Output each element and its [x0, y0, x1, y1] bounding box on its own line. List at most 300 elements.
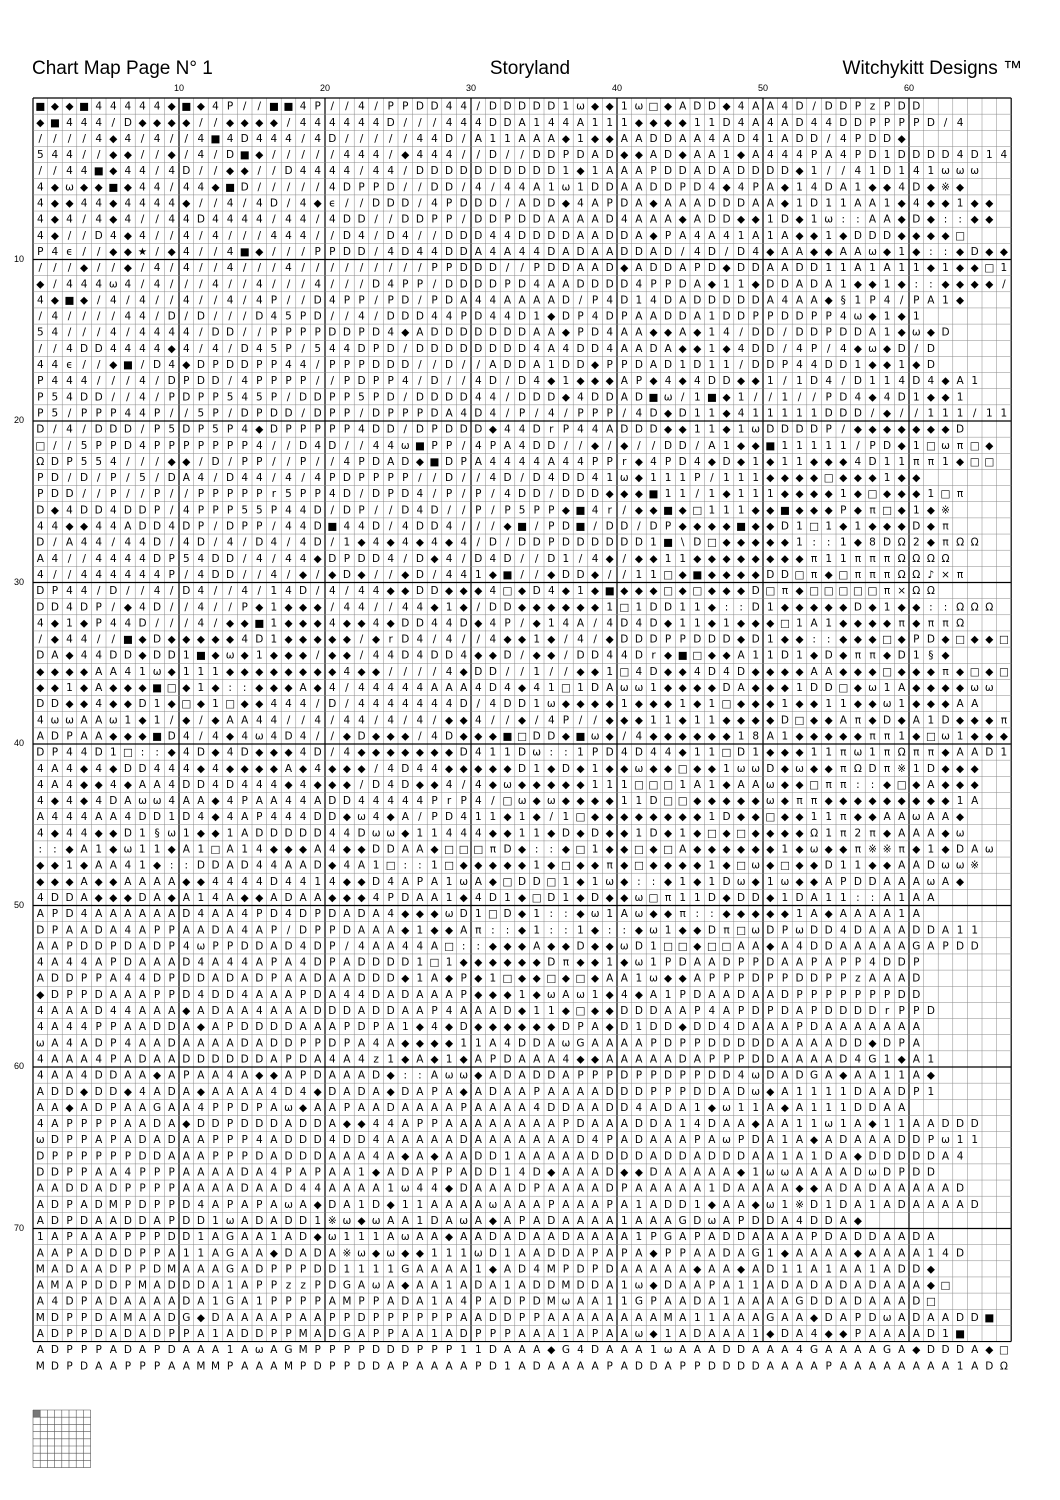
stitch-symbol: A: [620, 326, 628, 339]
stitch-symbol: ◆: [138, 714, 147, 727]
stitch-symbol: 1: [752, 1101, 760, 1114]
stitch-symbol: A: [693, 1166, 701, 1179]
stitch-symbol: G: [576, 1037, 585, 1050]
stitch-symbol: D: [722, 213, 731, 226]
stitch-symbol: 4: [401, 601, 409, 614]
stitch-symbol: D: [751, 1134, 760, 1147]
stitch-symbol: 1: [796, 908, 803, 921]
stitch-symbol: ◆: [561, 1005, 570, 1017]
stitch-symbol: 4: [109, 294, 117, 307]
stitch-symbol: /: [199, 165, 203, 178]
stitch-symbol: ◆: [751, 698, 760, 711]
stitch-symbol: ω: [546, 988, 556, 1001]
stitch-symbol: ◆: [459, 585, 468, 598]
stitch-symbol: 1: [533, 859, 541, 872]
stitch-symbol: 1: [927, 843, 935, 856]
stitch-symbol: D: [240, 342, 249, 355]
stitch-symbol: ◆: [488, 875, 497, 888]
stitch-symbol: ◆: [65, 698, 74, 711]
stitch-symbol: D: [342, 246, 351, 258]
stitch-symbol: 4: [168, 165, 176, 178]
stitch-symbol: ◆: [372, 1166, 381, 1179]
stitch-symbol: A: [138, 988, 147, 1001]
stitch-symbol: P: [285, 1311, 292, 1324]
stitch-symbol: 1: [650, 472, 657, 485]
stitch-symbol: ◆: [926, 665, 935, 678]
stitch-symbol: ◆: [897, 714, 906, 727]
stitch-symbol: π: [883, 569, 891, 581]
stitch-symbol: D: [839, 359, 848, 371]
stitch-symbol: ◆: [50, 294, 59, 307]
stitch-symbol: 1: [883, 1069, 891, 1082]
stitch-symbol: 4: [504, 229, 511, 242]
stitch-symbol: P: [95, 1118, 102, 1131]
stitch-symbol: A: [722, 1215, 731, 1227]
stitch-symbol: 4: [270, 859, 278, 872]
stitch-symbol: A: [474, 132, 482, 145]
stitch-symbol: D: [386, 342, 395, 355]
stitch-symbol: P: [80, 1279, 88, 1292]
stitch-symbol: P: [80, 1344, 88, 1357]
stitch-symbol: P: [913, 1085, 920, 1098]
stitch-symbol: P: [416, 1118, 424, 1131]
stitch-symbol: ◆: [518, 940, 527, 953]
stitch-symbol: D: [737, 1085, 746, 1098]
stitch-symbol: A: [138, 956, 147, 969]
stitch-symbol: D: [386, 972, 395, 985]
stitch-symbol: 1: [912, 262, 920, 275]
stitch-symbol: ω: [882, 1311, 892, 1324]
stitch-symbol: 1: [182, 649, 190, 662]
stitch-symbol: /: [286, 391, 291, 404]
stitch-symbol: /: [432, 569, 437, 581]
stitch-symbol: ◆: [810, 504, 819, 517]
stitch-symbol: /: [96, 633, 101, 646]
stitch-symbol: :: [491, 924, 495, 937]
stitch-symbol: 4: [328, 585, 336, 598]
stitch-symbol: 4: [328, 294, 336, 307]
stitch-symbol: ◆: [459, 665, 468, 678]
stitch-symbol: A: [489, 1101, 497, 1114]
stitch-symbol: ※: [941, 181, 950, 194]
stitch-symbol: D: [926, 1344, 935, 1357]
stitch-symbol: D: [50, 988, 59, 1001]
stitch-symbol: ■: [122, 633, 133, 646]
stitch-symbol: D: [664, 601, 673, 614]
stitch-symbol: A: [781, 1053, 789, 1066]
stitch-symbol: /: [126, 326, 130, 339]
stitch-symbol: ◆: [386, 617, 395, 630]
stitch-symbol: ◆: [956, 262, 965, 275]
stitch-symbol: D: [226, 988, 235, 1001]
stitch-symbol: ◆: [372, 1247, 381, 1260]
stitch-symbol: /: [359, 197, 364, 210]
stitch-symbol: /: [359, 407, 364, 420]
stitch-symbol: D: [50, 1215, 59, 1227]
stitch-symbol: P: [66, 1328, 73, 1340]
stitch-symbol: ◆: [766, 504, 775, 517]
stitch-symbol: A: [708, 1247, 716, 1260]
stitch-symbol: A: [284, 956, 293, 969]
stitch-symbol: D: [722, 294, 731, 307]
stitch-symbol: A: [737, 778, 745, 791]
stitch-symbol: ◆: [532, 601, 541, 614]
stitch-symbol: ■: [779, 504, 790, 517]
stitch-symbol: P: [402, 472, 409, 485]
stitch-symbol: D: [50, 488, 59, 501]
stitch-symbol: 4: [255, 472, 263, 485]
stitch-symbol: 1: [197, 665, 205, 678]
stitch-symbol: 4: [474, 892, 482, 904]
stitch-symbol: 4: [810, 1328, 818, 1340]
stitch-symbol: /: [213, 585, 218, 598]
stitch-symbol: 4: [343, 455, 351, 468]
stitch-symbol: A: [898, 1295, 906, 1308]
stitch-symbol: A: [971, 746, 979, 759]
stitch-symbol: A: [766, 1295, 774, 1308]
stitch-symbol: D: [707, 892, 716, 904]
stitch-symbol: 1: [854, 859, 862, 872]
stitch-symbol: □: [779, 617, 790, 630]
stitch-symbol: 1: [358, 1198, 365, 1211]
stitch-symbol: 4: [95, 278, 103, 291]
stitch-symbol: /: [213, 246, 218, 258]
stitch-symbol: A: [562, 988, 570, 1001]
stitch-symbol: D: [313, 827, 322, 840]
stitch-symbol: D: [956, 1344, 965, 1357]
stitch-symbol: P: [942, 940, 949, 953]
stitch-symbol: P: [226, 423, 234, 436]
stitch-symbol: ◆: [751, 520, 760, 533]
stitch-symbol: ■: [575, 504, 586, 517]
stitch-symbol: 4: [431, 310, 438, 323]
stitch-symbol: 4: [504, 310, 511, 323]
stitch-symbol: ◆: [518, 1021, 527, 1034]
stitch-symbol: ◆: [737, 633, 746, 646]
stitch-symbol: D: [664, 1021, 673, 1034]
stitch-symbol: D: [547, 262, 556, 275]
stitch-symbol: A: [65, 1053, 74, 1066]
stitch-symbol: D: [123, 762, 132, 775]
stitch-symbol: ◆: [649, 762, 658, 775]
stitch-symbol: A: [825, 149, 833, 162]
stitch-symbol: D: [415, 310, 424, 323]
stitch-symbol: ◆: [795, 859, 804, 872]
stitch-symbol: 1: [912, 310, 920, 323]
stitch-symbol: :: [739, 601, 743, 614]
stitch-symbol: ■: [122, 359, 133, 371]
stitch-symbol: /: [374, 504, 378, 517]
stitch-symbol: 4: [460, 649, 468, 662]
stitch-symbol: P: [343, 359, 351, 371]
stitch-symbol: M: [546, 1263, 556, 1276]
stitch-symbol: D: [299, 1215, 308, 1227]
stitch-symbol: 4: [591, 310, 599, 323]
stitch-symbol: A: [752, 940, 760, 953]
stitch-symbol: □: [706, 940, 717, 953]
stitch-symbol: /: [199, 714, 203, 727]
stitch-symbol: A: [722, 1085, 731, 1098]
stitch-symbol: A: [927, 1198, 935, 1211]
stitch-symbol: D: [167, 730, 176, 743]
stitch-symbol: 4: [854, 1053, 862, 1066]
stitch-symbol: A: [825, 1182, 833, 1195]
stitch-symbol: ◆: [328, 859, 337, 872]
stitch-symbol: /: [126, 375, 130, 388]
stitch-symbol: 5: [80, 439, 88, 452]
stitch-symbol: ◆: [664, 617, 673, 630]
stitch-symbol: A: [109, 665, 117, 678]
stitch-symbol: A: [51, 1005, 59, 1017]
stitch-symbol: ◆: [912, 423, 921, 436]
pattern-name: Storyland: [489, 58, 571, 79]
stitch-symbol: /: [111, 633, 116, 646]
stitch-symbol: P: [343, 1037, 351, 1050]
stitch-symbol: □: [925, 439, 936, 452]
stitch-symbol: ■: [414, 439, 425, 452]
stitch-symbol: D: [853, 1295, 862, 1308]
stitch-symbol: □: [575, 843, 586, 856]
stitch-symbol: D: [503, 342, 512, 355]
stitch-symbol: D: [211, 455, 220, 468]
stitch-symbol: A: [518, 1069, 526, 1082]
stitch-symbol: A: [138, 1118, 147, 1131]
stitch-symbol: D: [401, 988, 410, 1001]
stitch-symbol: A: [138, 1037, 147, 1050]
stitch-symbol: D: [459, 262, 468, 275]
stitch-symbol: 1: [620, 795, 628, 808]
stitch-symbol: /: [169, 407, 174, 420]
stitch-symbol: ◆: [620, 843, 629, 856]
stitch-symbol: 4: [182, 326, 190, 339]
stitch-symbol: 1: [562, 875, 570, 888]
stitch-symbol: 4: [737, 1069, 745, 1082]
stitch-symbol: 1: [650, 940, 657, 953]
stitch-symbol: D: [109, 1247, 118, 1260]
stitch-symbol: 4: [212, 342, 219, 355]
stitch-symbol: ◆: [284, 843, 293, 856]
stitch-symbol: A: [883, 1295, 891, 1308]
stitch-symbol: G: [664, 1231, 673, 1244]
stitch-symbol: ω: [108, 714, 118, 727]
stitch-symbol: P: [591, 455, 599, 468]
stitch-symbol: ◆: [357, 843, 366, 856]
stitch-symbol: D: [853, 601, 862, 614]
stitch-symbol: 1: [635, 1198, 643, 1211]
stitch-symbol: A: [138, 940, 147, 953]
stitch-symbol: 4: [255, 843, 263, 856]
stitch-symbol: ◆: [693, 843, 702, 856]
stitch-symbol: /: [286, 246, 291, 258]
stitch-symbol: P: [825, 326, 832, 339]
stitch-symbol: ◆: [970, 714, 979, 727]
stitch-symbol: ■: [152, 682, 163, 694]
stitch-symbol: A: [80, 1198, 88, 1211]
stitch-symbol: D: [722, 1037, 731, 1050]
stitch-symbol: A: [460, 924, 468, 937]
stitch-symbol: ω: [400, 1231, 410, 1244]
stitch-symbol: A: [883, 1247, 891, 1260]
stitch-symbol: A: [839, 1344, 847, 1357]
stitch-symbol: ◆: [795, 552, 804, 565]
stitch-symbol: P: [621, 310, 628, 323]
stitch-symbol: P: [270, 972, 278, 985]
stitch-symbol: /: [695, 439, 700, 452]
stitch-symbol: 4: [66, 1037, 73, 1050]
stitch-symbol: 1: [971, 1134, 979, 1147]
stitch-symbol: D: [576, 359, 585, 371]
stitch-symbol: 4: [109, 455, 117, 468]
stitch-symbol: P: [635, 375, 643, 388]
stitch-symbol: /: [272, 552, 276, 565]
stitch-symbol: 4: [66, 391, 73, 404]
stitch-symbol: ◆: [897, 488, 906, 501]
stitch-symbol: ■: [736, 520, 747, 533]
stitch-symbol: D: [240, 1101, 249, 1114]
stitch-symbol: D: [576, 940, 585, 953]
stitch-symbol: /: [578, 439, 583, 452]
stitch-symbol: /: [213, 262, 218, 275]
stitch-symbol: D: [342, 488, 351, 501]
stitch-symbol: ◆: [956, 294, 965, 307]
stitch-symbol: A: [445, 1295, 453, 1308]
stitch-symbol: D: [94, 1247, 103, 1260]
stitch-symbol: ◆: [80, 294, 89, 307]
stitch-symbol: 5: [358, 391, 365, 404]
stitch-symbol: ω: [634, 762, 644, 775]
stitch-symbol: 1: [533, 1005, 541, 1017]
stitch-symbol: 4: [431, 617, 438, 630]
stitch-symbol: □: [502, 585, 513, 598]
stitch-symbol: 4: [80, 197, 88, 210]
stitch-symbol: ◆: [591, 439, 600, 452]
stitch-symbol: P: [212, 407, 219, 420]
stitch-symbol: ◆: [839, 617, 848, 630]
stitch-symbol: A: [708, 1328, 716, 1340]
stitch-symbol: □: [444, 843, 455, 856]
stitch-symbol: A: [839, 1215, 847, 1227]
stitch-symbol: π: [913, 746, 920, 759]
stitch-symbol: A: [912, 875, 920, 888]
stitch-symbol: D: [897, 1263, 906, 1276]
stitch-symbol: ω: [254, 730, 264, 743]
stitch-symbol: ω: [35, 1134, 45, 1147]
stitch-symbol: ◆: [591, 940, 600, 953]
stitch-symbol: ◆: [678, 1021, 687, 1034]
stitch-symbol: A: [693, 197, 701, 210]
stitch-symbol: P: [343, 1021, 351, 1034]
stitch-symbol: A: [693, 1150, 701, 1163]
stitch-symbol: A: [65, 1069, 74, 1082]
stitch-symbol: ◆: [693, 552, 702, 565]
stitch-symbol: 4: [460, 811, 468, 824]
stitch-symbol: D: [226, 569, 235, 581]
stitch-symbol: D: [751, 633, 760, 646]
stitch-symbol: ◆: [620, 811, 629, 824]
stitch-symbol: A: [299, 1166, 307, 1179]
stitch-symbol: ◆: [561, 795, 570, 808]
stitch-symbol: P: [153, 1344, 161, 1357]
stitch-symbol: ◆: [751, 875, 760, 888]
stitch-symbol: □: [458, 843, 469, 856]
stitch-symbol: A: [649, 1198, 658, 1211]
stitch-symbol: P: [139, 1263, 146, 1276]
stitch-symbol: ■: [79, 100, 90, 113]
stitch-symbol: D: [255, 972, 264, 985]
stitch-symbol: D: [328, 698, 337, 711]
stitch-symbol: 1: [825, 1198, 833, 1211]
stitch-symbol: D: [109, 795, 118, 808]
stitch-symbol: 4: [182, 536, 190, 549]
stitch-symbol: 1: [650, 569, 657, 581]
stitch-symbol: /: [199, 294, 203, 307]
stitch-symbol: D: [226, 778, 235, 791]
stitch-symbol: D: [138, 617, 147, 630]
stitch-symbol: D: [240, 1166, 249, 1179]
stitch-symbol: A: [372, 924, 380, 937]
stitch-symbol: ◆: [357, 875, 366, 888]
stitch-symbol: A: [226, 1037, 234, 1050]
stitch-symbol: A: [927, 940, 935, 953]
stitch-symbol: /: [228, 310, 232, 323]
stitch-symbol: A: [387, 1134, 395, 1147]
stitch-symbol: 1: [372, 859, 380, 872]
stitch-symbol: ◆: [985, 439, 994, 452]
stitch-symbol: /: [169, 536, 174, 549]
stitch-symbol: 4: [956, 149, 964, 162]
stitch-symbol: ◆: [839, 472, 848, 485]
stitch-symbol: D: [342, 795, 351, 808]
stitch-symbol: /: [67, 472, 72, 485]
stitch-symbol: 4: [255, 875, 263, 888]
stitch-symbol: D: [634, 633, 643, 646]
stitch-symbol: M: [298, 1344, 308, 1357]
stitch-symbol: ※: [970, 859, 980, 872]
stitch-symbol: ◆: [591, 585, 600, 598]
stitch-symbol: D: [664, 359, 673, 371]
stitch-symbol: 4: [752, 132, 760, 145]
stitch-symbol: 1: [971, 375, 979, 388]
stitch-symbol: ◆: [868, 310, 877, 323]
stitch-symbol: /: [67, 552, 72, 565]
stitch-symbol: D: [430, 375, 439, 388]
stitch-symbol: D: [313, 1150, 322, 1163]
stitch-symbol: ◆: [941, 375, 950, 388]
stitch-symbol: A: [416, 843, 424, 856]
stitch-symbol: A: [533, 1328, 541, 1340]
stitch-symbol: :: [870, 892, 875, 904]
stitch-symbol: 4: [299, 229, 307, 242]
stitch-symbol: π: [562, 956, 570, 969]
stitch-symbol: ◆: [488, 988, 497, 1001]
stitch-symbol: /: [461, 375, 466, 388]
stitch-symbol: ω: [984, 682, 994, 694]
stitch-symbol: 4: [226, 956, 234, 969]
stitch-symbol: /: [359, 649, 364, 662]
stitch-symbol: A: [606, 1118, 614, 1131]
stitch-symbol: D: [357, 730, 366, 743]
stitch-symbol: D: [853, 326, 862, 339]
stitch-symbol: ω: [167, 827, 177, 840]
stitch-symbol: ◆: [109, 762, 118, 775]
stitch-symbol: D: [634, 1005, 643, 1017]
stitch-symbol: 4: [109, 342, 117, 355]
stitch-symbol: A: [898, 1344, 906, 1357]
stitch-symbol: ◆: [897, 310, 906, 323]
stitch-symbol: P: [358, 294, 365, 307]
stitch-symbol: D: [751, 1037, 760, 1050]
stitch-symbol: P: [51, 585, 59, 598]
